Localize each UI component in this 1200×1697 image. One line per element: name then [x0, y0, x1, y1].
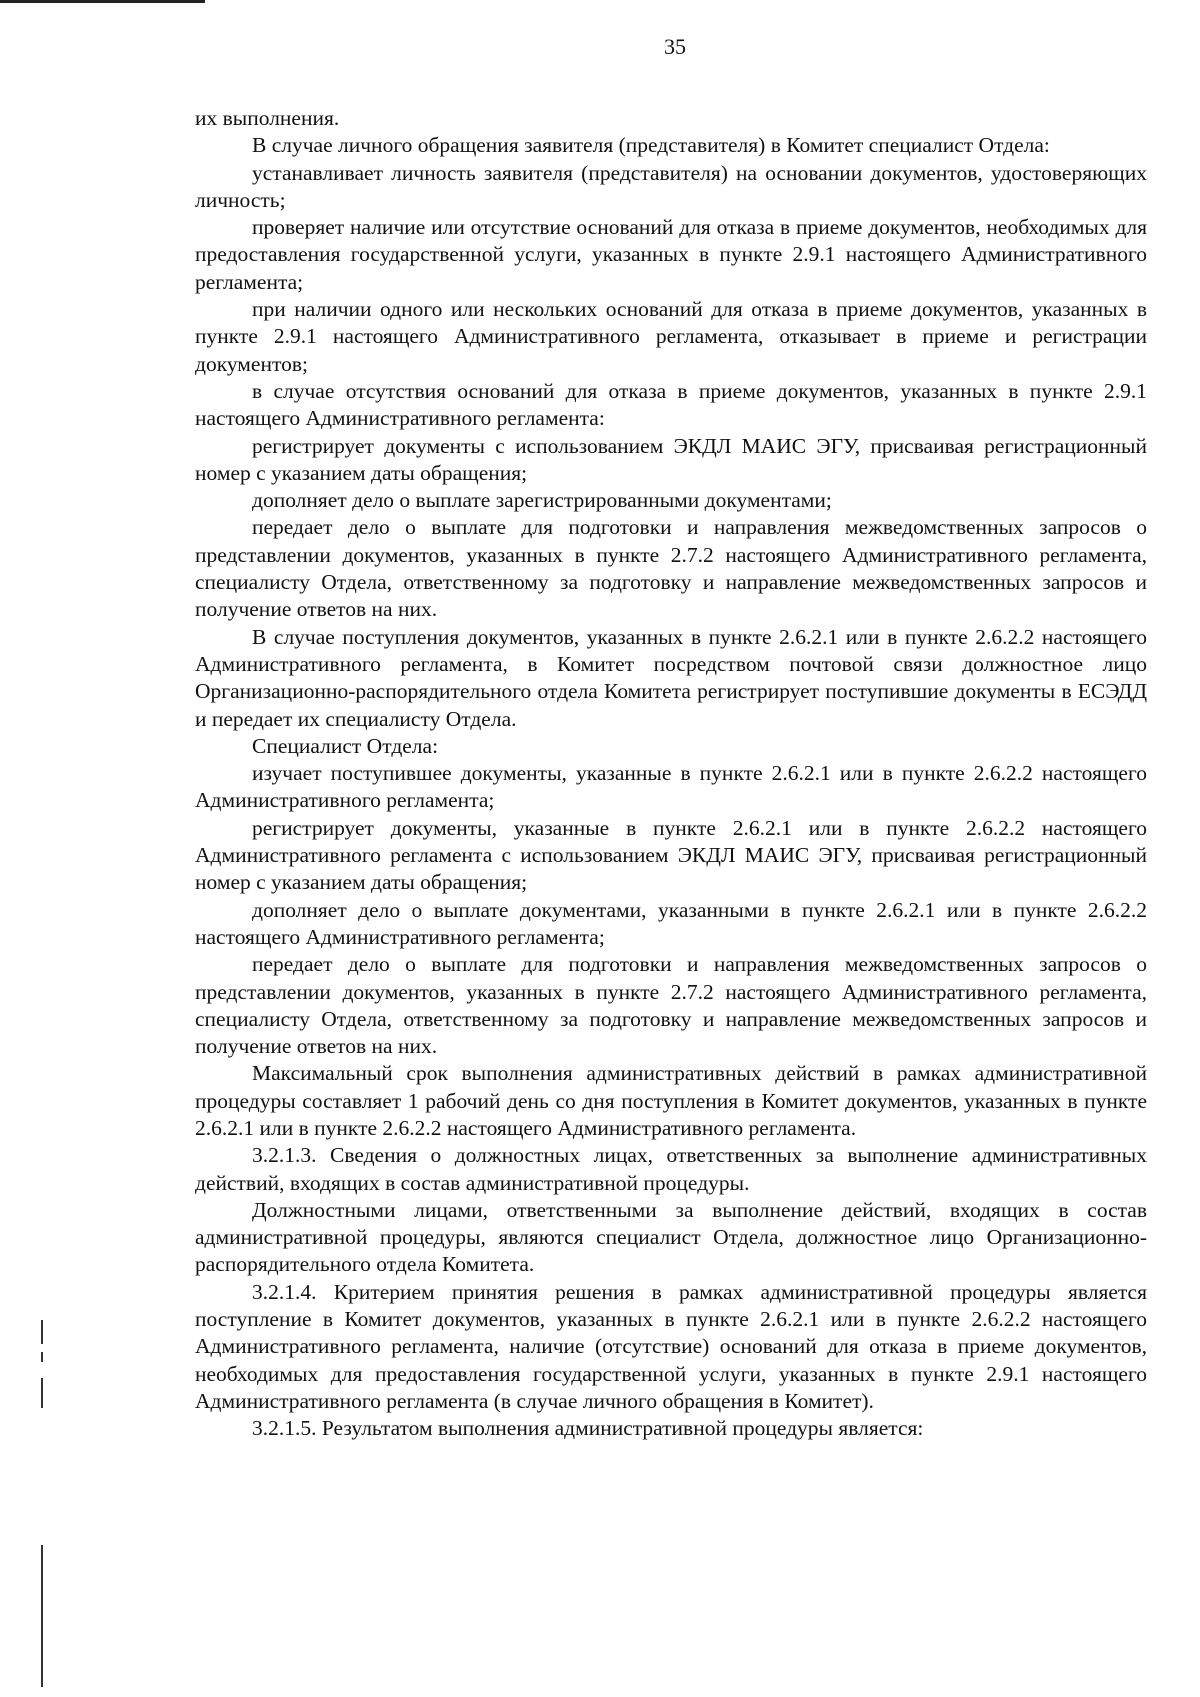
paragraph: дополняет дело о выплате зарегистрированными документами;	[252, 488, 832, 513]
paragraph: Должностными лицами, ответственными за выполнение действий, входящих в состав административной процедуры, являются специалист Отдела, должностное лицо Организационно-распорядительного отдела Комитета.	[195, 1197, 1147, 1277]
margin-mark	[41, 1378, 43, 1408]
paragraph: передает дело о выплате для подготовки и направления межведомственных запросов о представлении документов, указанных в пункте 2.7.2 настоящего Административного регламента, специалисту Отдела, ответственному за подготовку и направление межведомственных запросов и получение ответов на них.	[195, 515, 1147, 622]
paragraph: 3.2.1.5. Результатом выполнения административной процедуры является:	[252, 1416, 924, 1441]
paragraph: регистрирует документы, указанные в пункте 2.6.2.1 или в пункте 2.6.2.2 настоящего Административного регламента с использованием ЭКДЛ МАИС ЭГУ, присваивая регистрационный номер с указанием даты обращения;	[195, 815, 1147, 895]
document-body	[195, 105, 1147, 1443]
paragraph: передает дело о выплате для подготовки и направления межведомственных запросов о представлении документов, указанных в пункте 2.7.2 настоящего Административного регламента, специалисту Отдела, ответственному за подготовку и направление межведомственных запросов и получение ответов на них.	[195, 952, 1147, 1059]
paragraph: проверяет наличие или отсутствие оснований для отказа в приеме документов, необходимых для предоставления государственной услуги, указанных в пункте 2.9.1 настоящего Административного регламента;	[195, 215, 1147, 294]
paragraph: Специалист Отдела:	[252, 733, 439, 758]
paragraph: 3.2.1.4. Критерием принятия решения в рамках административной процедуры является поступление в Комитет документов, указанных в пункте 2.6.2.1 или в пункте 2.6.2.2 настоящего Административного регламента, наличие (отсутствие) оснований для отказа в приеме документов, необходимых для предоставления государственной услуги, указанных в пункте 2.9.1 настоящего Административного регламента (в случае личного обращения в Комитет).	[195, 1279, 1147, 1413]
paragraph: изучает поступившее документы, указанные в пункте 2.6.2.1 или в пункте 2.6.2.2 настоящего Административного регламента;	[195, 761, 1147, 813]
paragraph: дополняет дело о выплате документами, указанными в пункте 2.6.2.1 или в пункте 2.6.2.2 настоящего Административного регламента;	[195, 897, 1147, 949]
paragraph: В случае поступления документов, указанных в пункте 2.6.2.1 или в пункте 2.6.2.2 настоящего Административного регламента, в Комитет посредством почтовой связи должностное лицо Организационно-распорядительного отдела Комитета регистрирует поступившие документы в ЕСЭДД и передает их специалисту Отдела.	[195, 624, 1147, 731]
paragraph: В случае личного обращения заявителя (представителя) в Комитет специалист Отдела:	[252, 133, 1050, 158]
paragraph: регистрирует документы с использованием ЭКДЛ МАИС ЭГУ, присваивая регистрационный номер с указанием даты обращения;	[195, 433, 1147, 485]
paragraph: при наличии одного или нескольких оснований для отказа в приеме документов, указанных в пункте 2.9.1 настоящего Административного регламента, отказывает в приеме и регистрации документов;	[195, 297, 1147, 376]
paragraph: их выполнения.	[195, 106, 340, 130]
paragraph: устанавливает личность заявителя (представителя) на основании документов, удостоверяющих личность;	[195, 160, 1147, 212]
page-number: 35	[664, 34, 686, 59]
paragraph: 3.2.1.3. Сведения о должностных лицах, ответственных за выполнение административных действий, входящих в состав административной процедуры.	[195, 1143, 1147, 1195]
margin-mark	[41, 1545, 43, 1687]
paragraph: Максимальный срок выполнения административных действий в рамках административной процедуры составляет 1 рабочий день со дня поступления в Комитет документов, указанных в пункте 2.6.2.1 или в пункте 2.6.2.2 настоящего Административного регламента.	[195, 1061, 1147, 1140]
margin-mark	[41, 1352, 43, 1362]
margin-mark	[41, 1320, 43, 1344]
top-rule	[0, 0, 205, 3]
paragraph: в случае отсутствия оснований для отказа в приеме документов, указанных в пункте 2.9.1 настоящего Административного регламента:	[195, 378, 1147, 431]
